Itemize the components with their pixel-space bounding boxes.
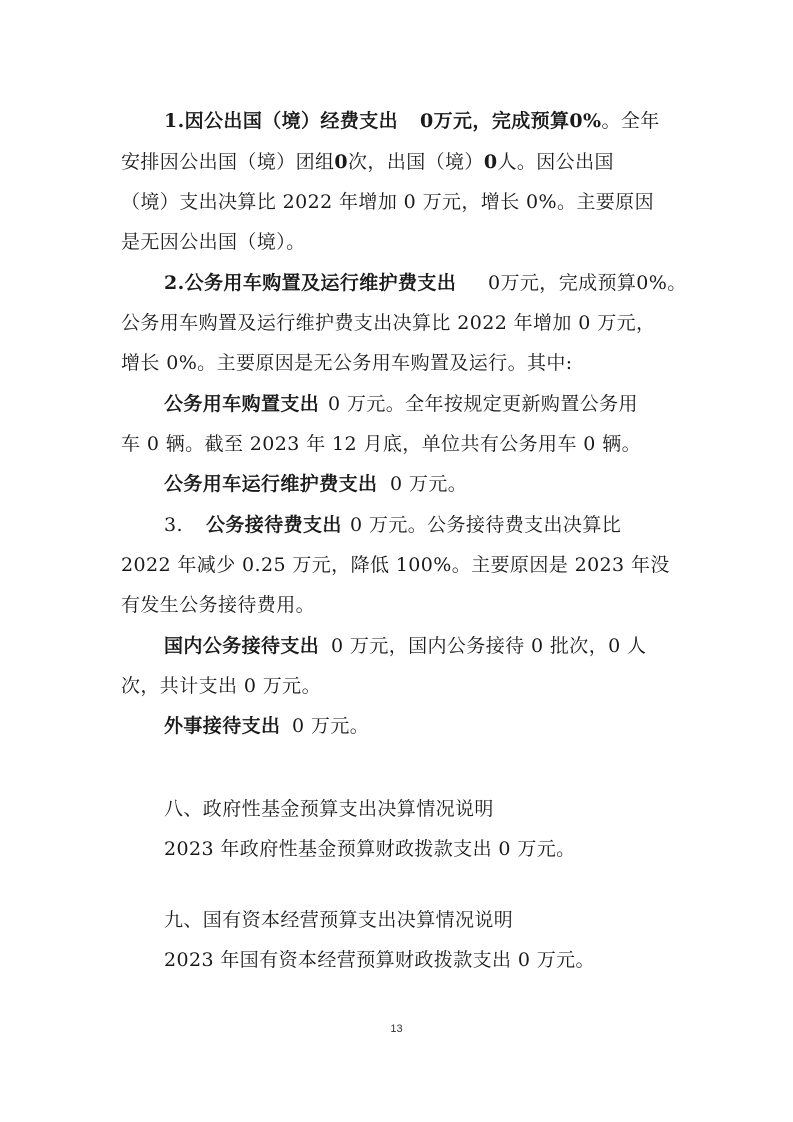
s2-title: 2.公务用车购置及运行维护费支出: [164, 272, 457, 294]
s3-line-2: 2022 年减少 0.25 万元，降低 100%。主要原因是 2023 年没: [121, 554, 670, 576]
section-9-body: 2023 年国有资本经营预算财政拨款支出 0 万元。: [164, 949, 595, 971]
document-page: 1.因公出国（境）经费支出 0万元，完成预算0%。全年 安排因公出国（境）团组0次，出国（境）0人。因公出国 （境）支出决算比 2022 年增加 0 万元，增长 0%。主要原因 是无因公出国（境）。 2.公务用车购置及运行维护费支出 0万元，完成预算0%。 公务用车购置及运行维护费支出决算比 2022 年增加 0 万元， 增长 0%。主要原因是无公务用车购置及运行。其中: 公务用车购置支出 0 万元。全年按规定更新购置公务用 车 0 辆。截至 2023 年 12 月底，单位共有公务用车 0 辆。 公务用车运行维护费支出 0 万元。 3. 公务接待费支出 0 万元。公务接待费支出决算比 2022 年减少 0.25 万元，降低 100%。主要原因是 2023 年没 有发生公务接待费用。 国内公务接待支出 0 万元，国内公务接待 0 批次，0 人 次，共计支出 0 万元。 外事接待支出 0 万元。 八、政府性基金预算支出决算情况说明 2023 年政府性基金预算财政拨款支出 0 万元。 九、国有资本经营预算支出决算情况说明 2023 年国有资本经营预算财政拨款支出 0 万元。 13: [0, 0, 793, 1122]
s1-title: 1.因公出国（境）经费支出: [164, 110, 399, 132]
s3-num: 3.: [164, 514, 183, 536]
s2-line1-rest: 0万元，完成预算0%。: [488, 272, 687, 294]
page-number: 13: [390, 1023, 403, 1035]
s3-sub1-line-2: 次，共计支出 0 万元。: [121, 675, 321, 697]
section-9-heading: 九、国有资本经营预算支出决算情况说明: [164, 909, 514, 931]
s2-sub2-title: 公务用车运行维护费支出: [164, 473, 378, 495]
s1-line1-rest: 0万元，完成预算0%。全年: [420, 110, 660, 132]
s2-sub1-title: 公务用车购置支出: [164, 393, 320, 415]
s1-line-2: 安排因公出国（境）团组0次，出国（境）0人。因公出国: [121, 151, 614, 173]
s1-line-3: （境）支出决算比 2022 年增加 0 万元，增长 0%。主要原因: [121, 191, 654, 213]
s3-sub2-title: 外事接待支出: [164, 715, 281, 737]
s3-line-3: 有发生公务接待费用。: [121, 594, 316, 616]
s2-line-2: 公务用车购置及运行维护费支出决算比 2022 年增加 0 万元，: [121, 312, 656, 334]
s3-title: 公务接待费支出: [206, 514, 342, 536]
s1-line-4: 是无因公出国（境）。: [121, 231, 306, 253]
s2-sub1-line-2: 车 0 辆。截至 2023 年 12 月底，单位共有公务用车 0 辆。: [121, 433, 642, 455]
s3-sub1-title: 国内公务接待支出: [164, 635, 320, 657]
s2-line-3: 增长 0%。主要原因是无公务用车购置及运行。其中:: [121, 352, 573, 374]
section-8-heading: 八、政府性基金预算支出决算情况说明: [164, 798, 494, 820]
section-8-body: 2023 年政府性基金预算财政拨款支出 0 万元。: [164, 838, 576, 860]
